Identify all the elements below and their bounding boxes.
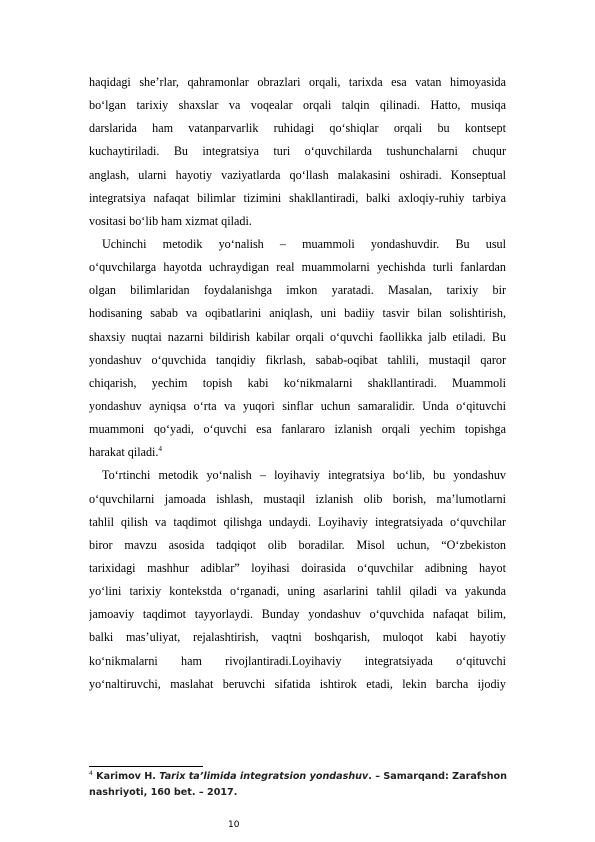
text-line: darslarida ham vatanparvarlik ruhidagi qo‘shiqlar orqali bu kontsept — [89, 121, 506, 136]
text-line: integratsiya nafaqat bilimlar tizimini shakllantiradi, balki axloqiy-ruhiy tarbiya — [89, 190, 506, 205]
footnote-divider — [89, 766, 203, 767]
text-line: vositasi bo‘lib ham xizmat qiladi. — [89, 213, 252, 228]
footnote — [89, 769, 509, 800]
footnote-line — [89, 769, 509, 785]
text-line: Uchinchi metodik yo‘nalish – muammoli yondashuvdir. Bu usul — [102, 236, 506, 251]
text-line: balki mas’uliyat, rejalashtirish, vaqtni boshqarish, muloqot kabi hayotiy — [89, 630, 506, 645]
text-line: muammoni qo‘yadi, o‘quvchi esa fanlararo izlanish orqali yechim topishga — [89, 422, 506, 437]
footnote-line: nashriyoti, 160 bet. – 2017. — [89, 786, 238, 798]
text-line: biror mavzu asosida tadqiqot olib boradilar. Misol uchun, “O‘zbekiston — [89, 537, 506, 552]
text-line: shaxsiy nuqtai nazarni bildirish kabilar orqali o‘quvchi faollikka jalb etiladi. Bu — [89, 329, 506, 344]
footnote-publisher: . – Samarqand: Zarafshon — [368, 771, 507, 782]
text-line: anglash, ularni hayotiy vaziyatlarda qo‘llash malakasini oshiradi. Konseptual — [89, 167, 506, 182]
text-line: yo‘lini tarixiy kontekstda o‘rganadi, uning asarlarini tahlil qiladi va yakunda — [89, 584, 506, 599]
text-line: yondashuv o‘quvchida tanqidiy fikrlash, sabab-oqibat tahlili, mustaqil qaror — [89, 352, 506, 367]
text-line: hodisaning sabab va oqibatlarini aniqlash, uni badiiy tasvir bilan solishtirish, — [89, 306, 506, 321]
text-line: yondashuv ayniqsa o‘rta va yuqori sinflar uchun samaralidir. Unda o‘qituvchi — [89, 398, 506, 413]
text-line: o‘quvchilarni jamoada ishlash, mustaqil izlanish olib borish, ma’lumotlarni — [89, 491, 506, 506]
text-line: o‘quvchilarga hayotda uchraydigan real muammolarni yechishda turli fanlardan — [89, 260, 506, 275]
text-line: To‘rtinchi metodik yo‘nalish – loyihaviy integratsiya bo‘lib, bu yondashuv — [102, 468, 506, 483]
footnote-reference[interactable]: 4 — [158, 445, 162, 454]
text-line: haqidagi she’rlar, qahramonlar obrazlari orqali, tarixda esa vatan himoyasida — [89, 75, 506, 89]
text-line: olgan bilimlaridan foydalanishga imkon yaratadi. Masalan, tarixiy bir — [89, 283, 506, 298]
text-line: jamoaviy taqdimot tayyorlaydi. Bunday yondashuv o‘quvchida nafaqat bilim, — [89, 607, 506, 622]
text-line-content: harakat qiladi. — [89, 445, 159, 460]
text-line: chiqarish, yechim topish kabi ko‘nikmalarni shakllantiradi. Muammoli — [89, 375, 506, 390]
text-line — [89, 441, 506, 464]
text-line: tarixidagi mashhur adiblar” loyihasi doirasida o‘quvchilar adibning hayot — [89, 560, 506, 575]
body-text — [89, 71, 506, 696]
text-line: bo‘lgan tarixiy shaxslar va voqealar orqali talqin qilinadi. Hatto, musiqa — [89, 98, 506, 113]
text-line: tahlil qilish va taqdimot qilishga undaydi. Loyihaviy integratsiyada o‘quvchilar — [89, 514, 506, 529]
footnote-title: Tarix ta’limida integratsion yondashuv — [159, 771, 369, 782]
text-line: yo‘naltiruvchi, maslahat beruvchi sifatida ishtirok etadi, lekin barcha ijodiy — [89, 676, 506, 691]
text-line: kuchaytiriladi. Bu integratsiya turi o‘quvchilarda tushunchalarni chuqur — [89, 144, 506, 159]
text-line: ko‘nikmalarni ham rivojlantiradi.Loyihaviy integratsiyada o‘qituvchi — [89, 653, 506, 668]
page-number: 10 — [228, 820, 240, 830]
footnote-number: 4 — [89, 770, 93, 777]
footnote-author: Karimov H. — [96, 771, 160, 782]
